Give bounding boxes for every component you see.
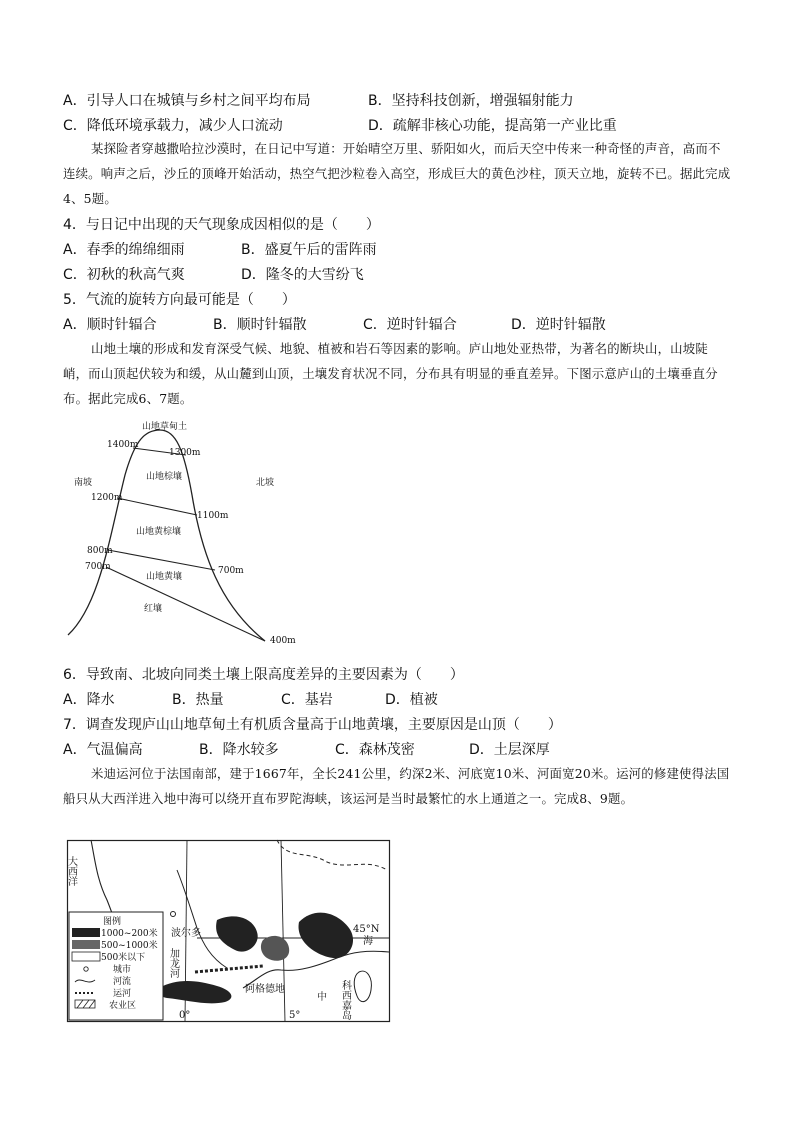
label-atlantic: 大西洋 xyxy=(65,856,77,886)
q6-option-c: C．基岩 xyxy=(281,692,333,708)
mark-south-1400: 1400m xyxy=(107,440,139,450)
mark-north-1100: 1100m xyxy=(197,511,229,521)
mark-south-800: 800m xyxy=(87,546,113,556)
q7-option-c: C．森林茂密 xyxy=(335,742,415,758)
label-corsica: 科西嘉岛 xyxy=(339,980,351,1020)
mark-north-400: 400m xyxy=(270,636,296,646)
legend-city: 城市 xyxy=(113,965,132,975)
passage-8-9: 米迪运河位于法国南部，建于1667年，全长241公里，约深2米、河底宽10米、河面宽20米。运河的修建使得法国船只从大西洋进入地中海可以绕开直布罗陀海峡，该运河是当时最繁忙的水上通道之一。完成8、9题。 xyxy=(63,766,730,806)
legend-swatch-mid xyxy=(72,940,100,949)
bordeaux-city xyxy=(171,912,176,917)
q3-option-a: A．引导人口在城镇与乡村之间平均布局 xyxy=(63,93,311,109)
mark-north-700: 700m xyxy=(218,566,244,576)
label-yellow-soil: 山地黄壤 xyxy=(146,572,183,582)
mark-south-1200: 1200m xyxy=(91,493,123,503)
q3-option-d: D．疏解非核心功能，提高第一产业比重 xyxy=(368,118,617,134)
legend-farm: 农业区 xyxy=(109,1001,137,1011)
q6-option-a: A．降水 xyxy=(63,692,115,708)
label-bordeaux: 波尔多 xyxy=(171,928,201,939)
label-lon-0: 0° xyxy=(179,1010,191,1021)
label-brown-soil: 山地棕壤 xyxy=(146,472,183,482)
label-lat-45: 45°N xyxy=(353,924,380,935)
q6-stem: 6．导致南、北坡向同类土壤上限高度差异的主要因素为（ ） xyxy=(63,667,464,683)
q5-option-a: A．顺时针辐合 xyxy=(63,317,157,333)
q6-option-d: D．植被 xyxy=(385,692,438,708)
q7-option-d: D．土层深厚 xyxy=(469,742,550,758)
q5-option-c: C．逆时针辐合 xyxy=(363,317,457,333)
label-south-slope: 南坡 xyxy=(74,478,93,488)
boundary-700-400 xyxy=(106,567,265,641)
passage-4-5: 某探险者穿越撒哈拉沙漠时，在日记中写道：开始晴空万里、骄阳如火，而后天空中传来一种奇怪的声音，高而不连续。响声之后，沙丘的顶峰开始活动，热空气把沙粒卷入高空，形成巨大的黄色沙柱，顶天立地，旋转不已。据此完成4、5题。 xyxy=(63,141,731,206)
q4-option-b: B．盛夏午后的雷阵雨 xyxy=(241,242,377,258)
legend-river: 河流 xyxy=(113,977,132,987)
q7-option-b: B．降水较多 xyxy=(199,742,279,758)
q4-option-c: C．初秋的秋高气爽 xyxy=(63,267,185,283)
canal-map xyxy=(67,840,390,1022)
label-sea: 海 xyxy=(363,936,373,947)
mark-north-1300: 1300m xyxy=(169,448,201,458)
legend-swatch-high xyxy=(72,928,100,937)
q7-stem: 7．调查发现庐山山地草甸土有机质含量高于山地黄壤，主要原因是山顶（ ） xyxy=(63,717,562,733)
q5-option-b: B．顺时针辐散 xyxy=(213,317,307,333)
q3-option-c: C．降低环境承载力，减少人口流动 xyxy=(63,118,283,134)
legend-mid: 500~1000米 xyxy=(101,941,158,951)
soil-diagram xyxy=(60,415,310,655)
q7-option-a: A．气温偏高 xyxy=(63,742,143,758)
boundary-800-700-north xyxy=(108,550,215,570)
passage-6-7: 山地土壤的形成和发育深受气候、地貌、植被和岩石等因素的影响。庐山地处亚热带，为著名的断块山，山坡陡峭，而山顶起伏较为和缓，从山麓到山顶，土壤发育状况不同，分布具有明显的垂直差异。下图示意庐山的土壤垂直分布。据此完成6、7题。 xyxy=(63,341,718,406)
label-meadow-soil: 山地草甸土 xyxy=(142,422,188,432)
legend-city-icon xyxy=(84,967,88,971)
q3-option-b: B．坚持科技创新，增强辐射能力 xyxy=(368,93,574,109)
label-lon-5: 5° xyxy=(289,1010,301,1021)
legend-swatch-low xyxy=(72,952,100,961)
legend-low: 500米以下 xyxy=(101,953,146,963)
label-red-soil: 红壤 xyxy=(144,604,163,614)
q4-option-d: D．隆冬的大雪纷飞 xyxy=(241,267,364,283)
q6-option-b: B．热量 xyxy=(172,692,224,708)
mark-south-700: 700m xyxy=(85,562,111,572)
label-aquitaine: 阿格德地 xyxy=(245,984,285,995)
q4-option-a: A．春季的绵绵细雨 xyxy=(63,242,185,258)
legend-title: 图例 xyxy=(103,917,122,927)
label-mid: 中 xyxy=(317,992,327,1003)
label-garonne: 加龙河 xyxy=(167,948,179,978)
q4-stem: 4．与日记中出现的天气现象成因相似的是（ ） xyxy=(63,217,380,233)
label-yellow-brown-soil: 山地黄棕壤 xyxy=(136,527,182,537)
legend-canal: 运河 xyxy=(113,989,132,999)
boundary-1200-1100 xyxy=(117,498,197,515)
legend-high: 1000~200米 xyxy=(101,929,158,939)
label-north-slope: 北坡 xyxy=(256,478,275,488)
q5-option-d: D．逆时针辐散 xyxy=(511,317,606,333)
q5-stem: 5．气流的旋转方向最可能是（ ） xyxy=(63,292,296,308)
